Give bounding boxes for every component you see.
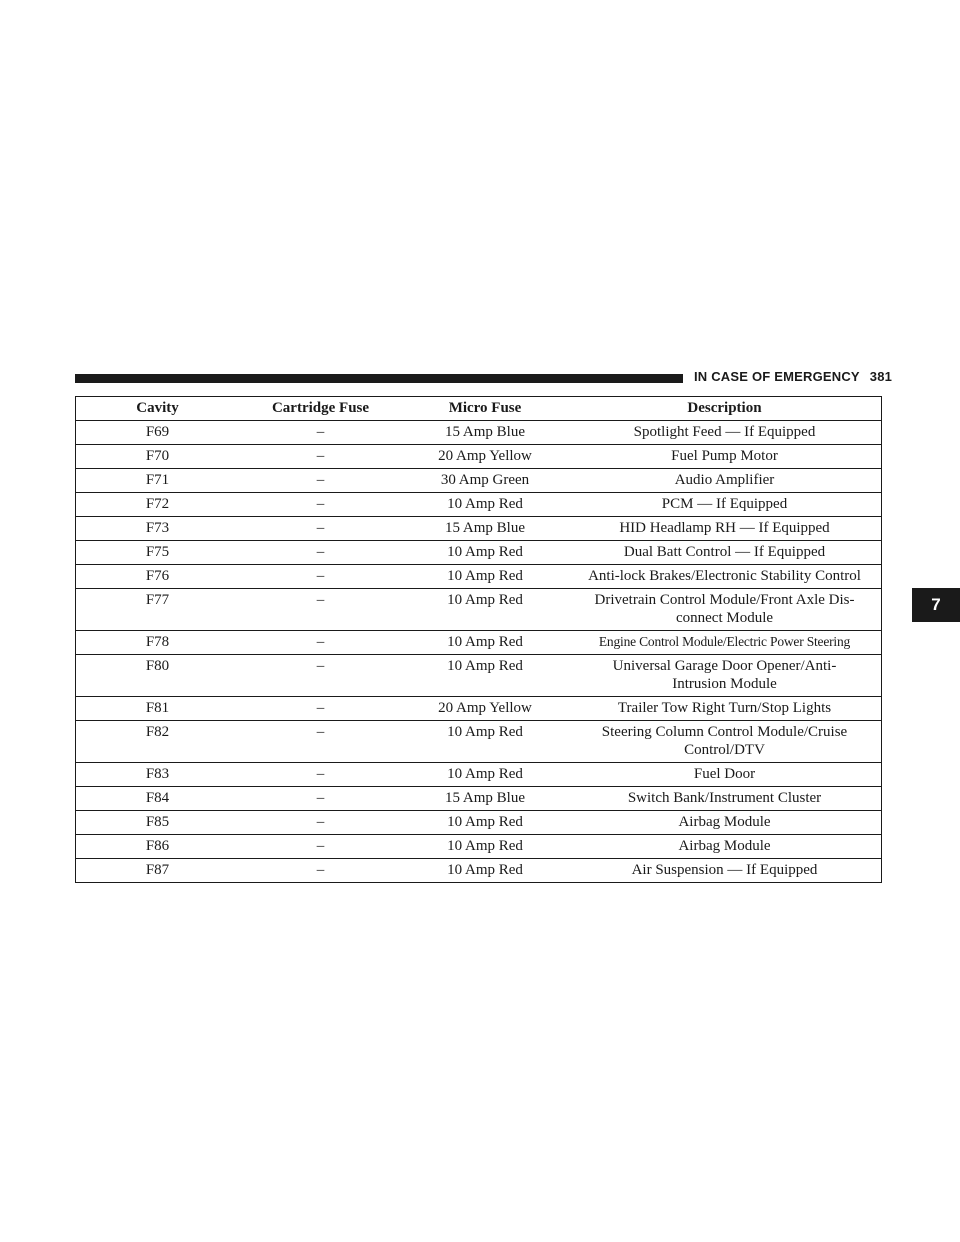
micro-fuse-cell xyxy=(402,589,568,631)
table-row xyxy=(76,763,882,787)
description-cell-line: PCM — If Equipped xyxy=(661,496,788,512)
micro-fuse-cell xyxy=(402,835,568,859)
cavity-cell xyxy=(76,655,240,697)
cartridge-fuse-cell-line: – xyxy=(316,634,325,650)
cavity-cell-line: F76 xyxy=(145,568,170,584)
micro-fuse-cell xyxy=(402,655,568,697)
cartridge-fuse-cell-line: – xyxy=(316,592,325,608)
cavity-cell-line: F80 xyxy=(145,658,170,674)
description-cell xyxy=(568,421,882,445)
micro-fuse-cell xyxy=(402,697,568,721)
table-row xyxy=(76,565,882,589)
micro-fuse-cell-line: 10 Amp Red xyxy=(447,496,523,512)
cavity-cell xyxy=(76,469,240,493)
cartridge-fuse-cell-line: – xyxy=(316,814,325,830)
micro-fuse-cell xyxy=(402,787,568,811)
micro-fuse-cell xyxy=(402,517,568,541)
description-cell-line: connect Module xyxy=(675,610,774,626)
description-cell xyxy=(568,589,882,631)
description-cell-line: Fuel Pump Motor xyxy=(671,448,778,464)
micro-fuse-cell-line: 20 Amp Yellow xyxy=(438,448,532,464)
cavity-cell-line: F69 xyxy=(145,424,170,440)
micro-fuse-cell xyxy=(402,493,568,517)
cavity-cell-line: F70 xyxy=(145,448,170,464)
description-cell-line: Airbag Module xyxy=(678,814,771,830)
micro-fuse-cell xyxy=(402,445,568,469)
micro-fuse-cell-line: 10 Amp Red xyxy=(447,658,523,674)
micro-fuse-cell xyxy=(402,721,568,763)
cavity-cell-line: F81 xyxy=(145,700,170,716)
cavity-cell xyxy=(76,631,240,655)
cavity-cell-line: F78 xyxy=(145,634,170,650)
description-cell xyxy=(568,787,882,811)
description-cell xyxy=(568,517,882,541)
micro-fuse-cell-line: 15 Amp Blue xyxy=(444,520,525,536)
micro-fuse-cell-line: 10 Amp Red xyxy=(447,838,523,854)
cavity-cell xyxy=(76,721,240,763)
cavity-cell-line: F72 xyxy=(145,496,170,512)
description-cell xyxy=(568,541,882,565)
micro-fuse-cell xyxy=(402,421,568,445)
description-cell xyxy=(568,835,882,859)
description-cell-line: HID Headlamp RH — If Equipped xyxy=(619,520,830,536)
cartridge-fuse-cell-line: – xyxy=(316,424,325,440)
cavity-cell-line: F82 xyxy=(145,724,170,740)
cavity-cell xyxy=(76,787,240,811)
cavity-cell-line: F86 xyxy=(145,838,170,854)
cavity-cell-line: F85 xyxy=(145,814,170,830)
column-header-cartridge-fuse: Cartridge Fuse xyxy=(239,397,402,421)
cavity-cell-line: F84 xyxy=(145,790,170,806)
micro-fuse-cell-line: 10 Amp Red xyxy=(447,568,523,584)
cartridge-fuse-cell xyxy=(239,421,402,445)
cavity-cell-line: F83 xyxy=(145,766,170,782)
description-cell xyxy=(568,811,882,835)
cavity-cell xyxy=(76,835,240,859)
description-cell-line: Trailer Tow Right Turn/Stop Lights xyxy=(617,700,832,716)
table-row xyxy=(76,421,882,445)
chapter-tab: 7 xyxy=(912,588,960,622)
cartridge-fuse-cell-line: – xyxy=(316,700,325,716)
description-cell-line: Spotlight Feed — If Equipped xyxy=(633,424,816,440)
cartridge-fuse-cell xyxy=(239,631,402,655)
micro-fuse-cell-line: 20 Amp Yellow xyxy=(438,700,532,716)
cavity-cell xyxy=(76,859,240,883)
description-cell-line: Fuel Door xyxy=(693,766,756,782)
cartridge-fuse-cell xyxy=(239,787,402,811)
table-row xyxy=(76,697,882,721)
description-cell-line: Engine Control Module/Electric Power Steering xyxy=(598,634,851,649)
table-body xyxy=(76,421,882,883)
cavity-cell xyxy=(76,565,240,589)
micro-fuse-cell-line: 10 Amp Red xyxy=(447,634,523,650)
column-header-micro-fuse: Micro Fuse xyxy=(402,397,568,421)
table-row xyxy=(76,787,882,811)
column-header-description: Description xyxy=(568,397,882,421)
section-title: IN CASE OF EMERGENCY xyxy=(694,369,860,384)
cartridge-fuse-cell xyxy=(239,655,402,697)
micro-fuse-cell-line: 10 Amp Red xyxy=(447,862,523,878)
table-row xyxy=(76,541,882,565)
cavity-cell xyxy=(76,589,240,631)
cartridge-fuse-cell-line: – xyxy=(316,448,325,464)
cavity-cell-line: F87 xyxy=(145,862,170,878)
cartridge-fuse-cell xyxy=(239,541,402,565)
cartridge-fuse-cell-line: – xyxy=(316,496,325,512)
description-cell xyxy=(568,655,882,697)
cartridge-fuse-cell xyxy=(239,517,402,541)
description-cell-line: Airbag Module xyxy=(678,838,771,854)
description-cell-line: Air Suspension — If Equipped xyxy=(631,862,818,878)
cartridge-fuse-cell-line: – xyxy=(316,520,325,536)
micro-fuse-cell xyxy=(402,631,568,655)
cavity-cell xyxy=(76,541,240,565)
description-cell xyxy=(568,445,882,469)
micro-fuse-cell-line: 10 Amp Red xyxy=(447,592,523,608)
cartridge-fuse-cell-line: – xyxy=(316,724,325,740)
description-cell-line: Audio Amplifier xyxy=(674,472,775,488)
cartridge-fuse-cell xyxy=(239,469,402,493)
description-cell xyxy=(568,565,882,589)
micro-fuse-cell-line: 10 Amp Red xyxy=(447,724,523,740)
micro-fuse-cell xyxy=(402,565,568,589)
description-cell-line: Dual Batt Control — If Equipped xyxy=(623,544,826,560)
table-header-row xyxy=(76,397,882,421)
column-header-cavity: Cavity xyxy=(76,397,240,421)
cartridge-fuse-cell xyxy=(239,493,402,517)
table-row xyxy=(76,589,882,631)
cartridge-fuse-cell xyxy=(239,859,402,883)
cavity-cell xyxy=(76,421,240,445)
description-cell xyxy=(568,763,882,787)
cartridge-fuse-cell xyxy=(239,721,402,763)
micro-fuse-cell xyxy=(402,541,568,565)
cartridge-fuse-cell xyxy=(239,763,402,787)
cartridge-fuse-cell-line: – xyxy=(316,838,325,854)
table-row xyxy=(76,835,882,859)
cavity-cell xyxy=(76,493,240,517)
description-cell-line: Anti-lock Brakes/Electronic Stability Control xyxy=(588,568,861,584)
cartridge-fuse-cell xyxy=(239,589,402,631)
cartridge-fuse-cell-line: – xyxy=(316,544,325,560)
micro-fuse-cell-line: 10 Amp Red xyxy=(447,814,523,830)
cavity-cell-line: F77 xyxy=(145,592,170,608)
micro-fuse-cell-line: 10 Amp Red xyxy=(447,766,523,782)
table-row xyxy=(76,859,882,883)
cavity-cell xyxy=(76,697,240,721)
table-row xyxy=(76,493,882,517)
header-rule xyxy=(75,374,683,383)
cavity-cell xyxy=(76,763,240,787)
description-cell-line: Steering Column Control Module/Cruise xyxy=(601,724,848,740)
micro-fuse-cell xyxy=(402,763,568,787)
description-cell-line: Universal Garage Door Opener/Anti- xyxy=(612,658,837,674)
description-cell-line: Drivetrain Control Module/Front Axle Dis- xyxy=(594,592,855,608)
cartridge-fuse-cell xyxy=(239,445,402,469)
cavity-cell-line: F71 xyxy=(145,472,170,488)
table-row xyxy=(76,445,882,469)
description-cell xyxy=(568,697,882,721)
cartridge-fuse-cell xyxy=(239,565,402,589)
cartridge-fuse-cell xyxy=(239,835,402,859)
cavity-cell xyxy=(76,445,240,469)
micro-fuse-cell-line: 10 Amp Red xyxy=(447,544,523,560)
table-row xyxy=(76,721,882,763)
cartridge-fuse-cell-line: – xyxy=(316,862,325,878)
page-number: 381 xyxy=(869,369,893,384)
description-cell xyxy=(568,631,882,655)
description-cell xyxy=(568,493,882,517)
table-row xyxy=(76,631,882,655)
table-row xyxy=(76,811,882,835)
description-cell-line: Switch Bank/Instrument Cluster xyxy=(627,790,822,806)
cartridge-fuse-cell-line: – xyxy=(316,766,325,782)
cavity-cell-line: F73 xyxy=(145,520,170,536)
table-row xyxy=(76,517,882,541)
cavity-cell xyxy=(76,811,240,835)
description-cell-line: Control/DTV xyxy=(684,742,765,758)
fuse-table xyxy=(75,396,882,883)
micro-fuse-cell xyxy=(402,859,568,883)
cavity-cell-line: F75 xyxy=(145,544,170,560)
description-cell xyxy=(568,469,882,493)
running-header xyxy=(694,369,892,384)
description-cell-line: Intrusion Module xyxy=(672,676,777,692)
cartridge-fuse-cell-line: – xyxy=(316,472,325,488)
description-cell xyxy=(568,721,882,763)
micro-fuse-cell xyxy=(402,811,568,835)
micro-fuse-cell-line: 15 Amp Blue xyxy=(444,790,525,806)
cartridge-fuse-cell xyxy=(239,697,402,721)
cartridge-fuse-cell-line: – xyxy=(316,568,325,584)
micro-fuse-cell xyxy=(402,469,568,493)
description-cell xyxy=(568,859,882,883)
table-row xyxy=(76,655,882,697)
cartridge-fuse-cell-line: – xyxy=(316,658,325,674)
cavity-cell xyxy=(76,517,240,541)
cartridge-fuse-cell xyxy=(239,811,402,835)
micro-fuse-cell-line: 30 Amp Green xyxy=(440,472,530,488)
cartridge-fuse-cell-line: – xyxy=(316,790,325,806)
micro-fuse-cell-line: 15 Amp Blue xyxy=(444,424,525,440)
table-row xyxy=(76,469,882,493)
